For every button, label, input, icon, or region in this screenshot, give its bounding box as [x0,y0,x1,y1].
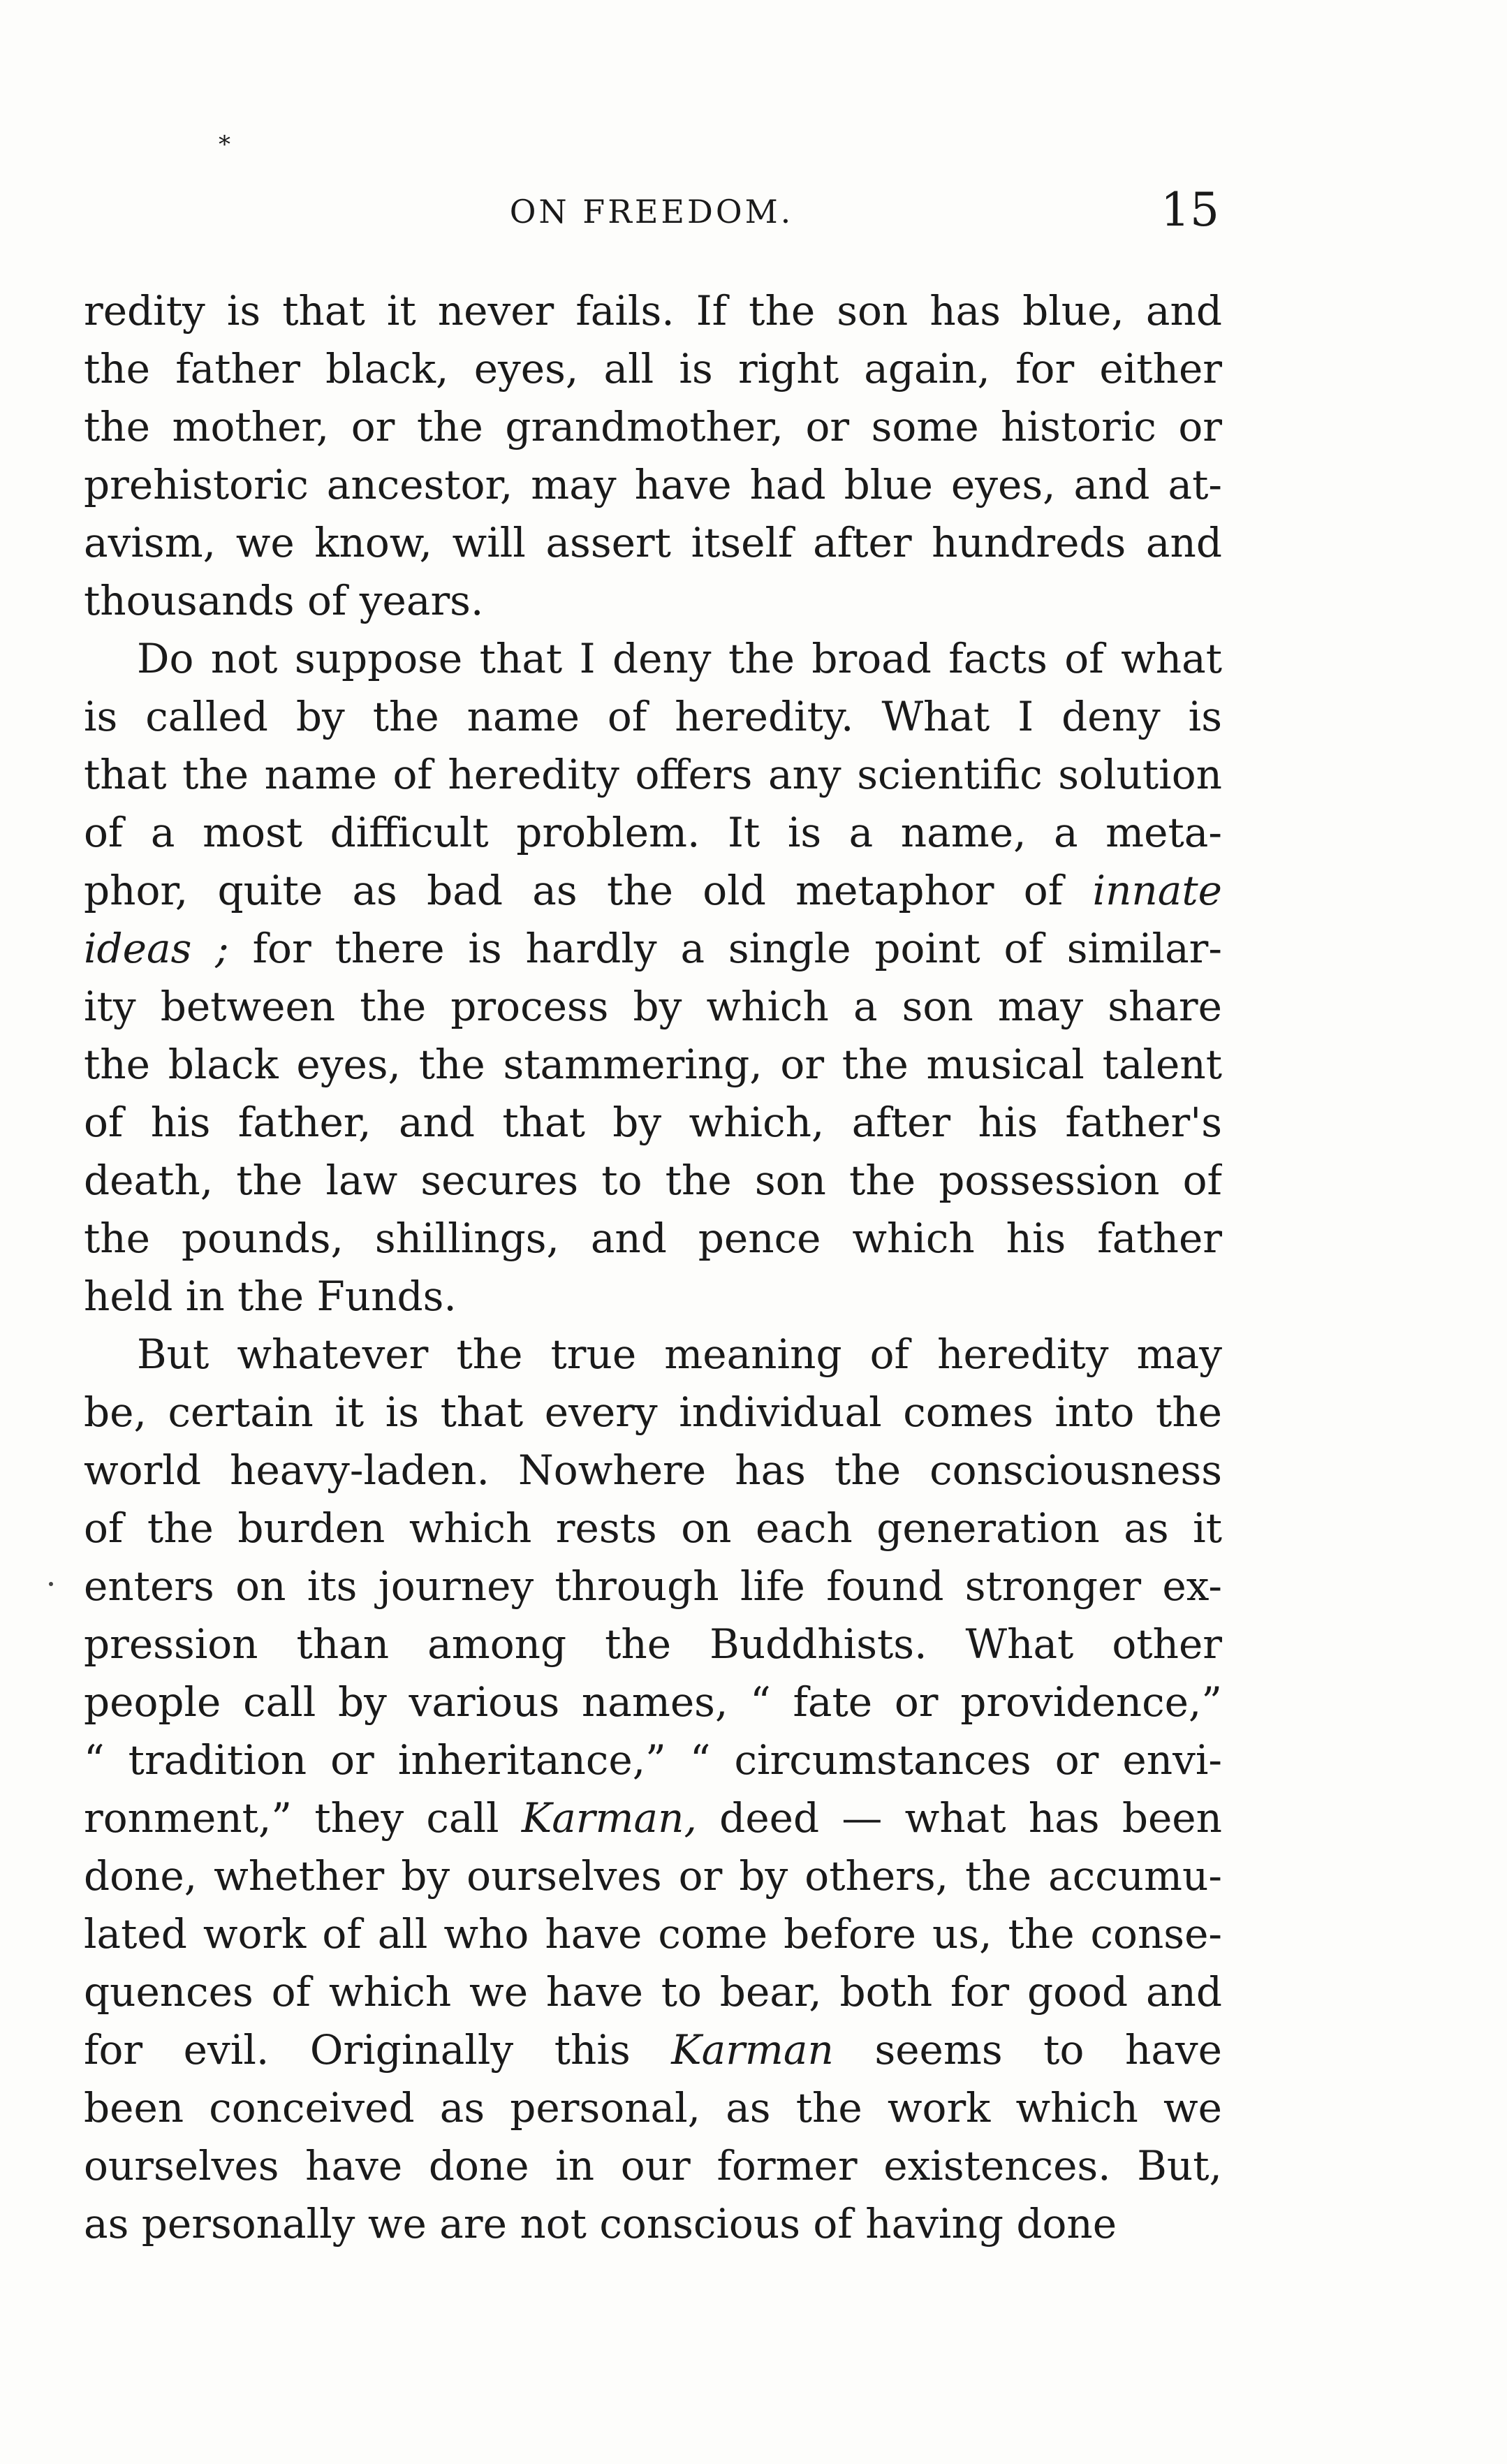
margin-speck [49,1582,53,1586]
text-segment: ronment,” they call [84,1794,522,1842]
text-line: the father black, eyes, all is right again, for either [84,345,1222,393]
text-segment: seems to have [833,2026,1222,2074]
text-line: the black eyes, the stammering, or the musical talent [84,1041,1222,1088]
text-line: be, certain it is that every individual comes into the [84,1388,1222,1436]
text-line: done, whether by ourselves or by others, the accumu- [84,1852,1222,1900]
text-line: But whatever the true meaning of heredity may [137,1330,1222,1378]
text-line: people call by various names, “ fate or providence,” [84,1678,1222,1726]
text-line: the pounds, shillings, and pence which his father [84,1215,1222,1262]
text-line [84,1789,1222,1847]
paragraph [84,282,1222,630]
text-line: of his father, and that by which, after his father's [84,1099,1222,1146]
body-text [84,282,1222,2253]
text-line: held in the Funds. [84,1273,457,1320]
text-line: ity between the process by which a son may share [84,983,1222,1030]
italic-term: Karman, [521,1794,697,1842]
text-line: death, the law secures to the son the possession of [84,1157,1222,1204]
text-line: “ tradition or inheritance,” “ circumstances or envi- [84,1736,1222,1784]
text-line: the mother, or the grandmother, or some historic or [84,403,1222,450]
text-line: been conceived as personal, as the work which we [84,2084,1222,2132]
text-line: redity is that it never fails. If the son has blue, and [84,287,1222,335]
paragraph [84,1326,1222,2253]
text-line [84,920,1222,978]
text-segment: for evil. Originally this [84,2026,672,2074]
italic-term: ideas ; [84,925,229,972]
text-line: as personally we are not conscious of having done [84,2200,1117,2247]
text-line [84,2021,1222,2079]
page-number: 15 [1161,183,1219,237]
page-header [84,183,1219,239]
text-line [84,862,1222,920]
text-line: pression than among the Buddhists. What other [84,1620,1222,1668]
text-line: that the name of heredity offers any scientific solution [84,751,1222,798]
running-head: ON FREEDOM. [509,193,794,230]
paragraph [84,630,1222,1326]
text-line: ourselves have done in our former existences. But, [84,2142,1222,2190]
text-line: avism, we know, will assert itself after hundreds and [84,519,1222,566]
text-line: of a most difficult problem. It is a name, a meta- [84,809,1222,856]
text-line: enters on its journey through life found stronger ex- [84,1562,1222,1610]
text-line: prehistoric ancestor, may have had blue eyes, and at- [84,461,1222,508]
text-line: thousands of years. [84,577,484,624]
text-segment: for there is hardly a single point of similar- [228,925,1222,972]
text-line: world heavy-laden. Nowhere has the consciousness [84,1446,1222,1494]
printer-mark: * [219,131,230,159]
text-line: is called by the name of heredity. What I deny is [84,693,1222,740]
text-line: lated work of all who have come before us, the conse- [84,1910,1222,1958]
text-segment: deed — what has been [696,1794,1222,1842]
text-line: Do not suppose that I deny the broad facts of what [137,635,1222,682]
text-segment: phor, quite as bad as the old metaphor of [84,867,1093,914]
text-line: of the burden which rests on each generation as it [84,1504,1222,1552]
italic-term: Karman [671,2026,834,2074]
text-line: quences of which we have to bear, both for good and [84,1968,1222,2016]
italic-term: innate [1092,867,1222,914]
